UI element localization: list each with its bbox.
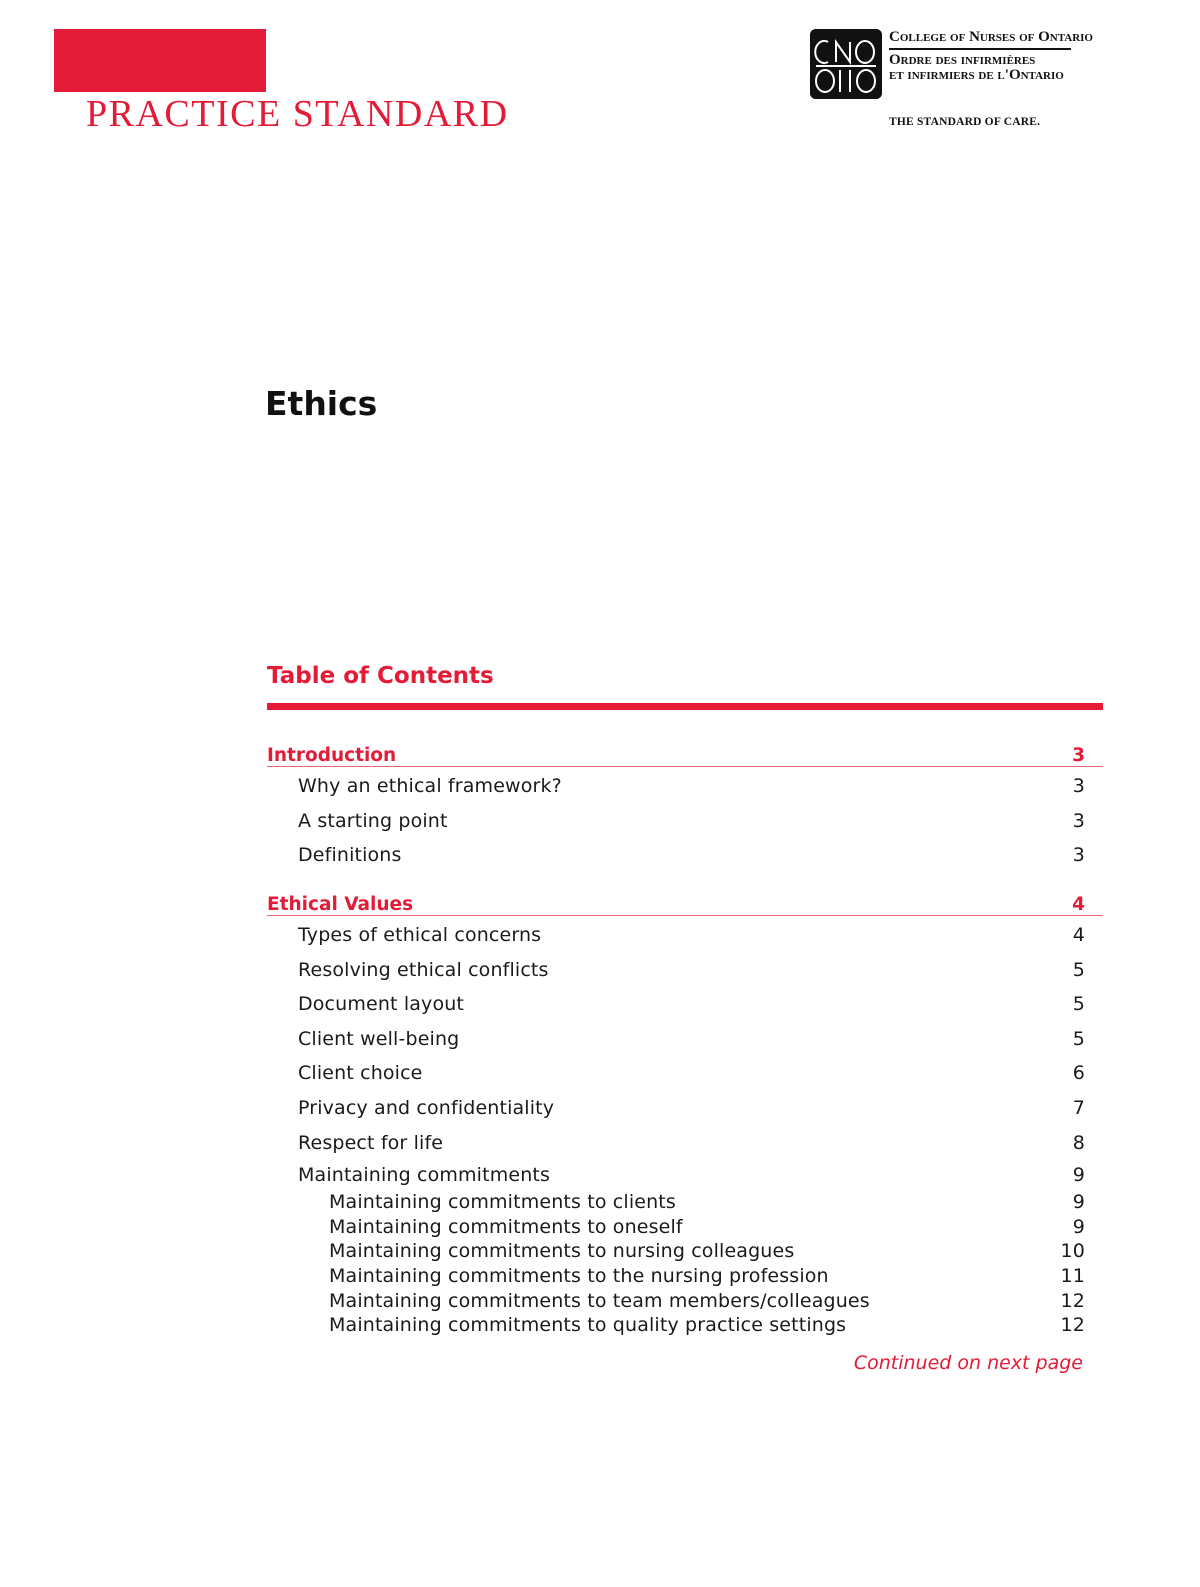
toc-entry-page: 9 [1072,1163,1085,1186]
header-red-bar [54,29,266,92]
toc-entry[interactable] [267,987,1103,1022]
toc-subentry-title: Maintaining commitments to team members/colleagues [329,1289,870,1312]
toc-entry-title: Types of ethical concerns [298,924,542,947]
org-name-divider [889,48,1071,50]
document-type-label: PRACTICE STANDARD [86,93,509,135]
toc-entry-page: 5 [1072,1027,1085,1050]
toc-section-heading[interactable] [267,887,1103,916]
cno-monogram-icon [810,29,882,99]
toc-entry-title: Client well-being [298,1027,460,1050]
toc-subentry-page: 11 [1060,1265,1085,1288]
org-name-english: College of Nurses of Ontario [889,29,1093,45]
toc-entry[interactable] [267,838,1103,873]
toc-entry-title: Privacy and confidentiality [298,1097,555,1120]
toc-entry[interactable] [267,918,1103,953]
continued-note: Continued on next page [853,1352,1083,1374]
toc-section-title: Introduction [267,745,397,766]
toc-section-ethical-values [267,887,1103,1338]
org-name-french-line2: et infirmiers de l'Ontario [889,67,1064,83]
toc-entry-title: Maintaining commitments [298,1163,551,1186]
toc-entry[interactable] [267,1091,1103,1126]
toc-entry-page: 3 [1072,809,1085,832]
toc-section-heading[interactable] [267,738,1103,767]
toc-entry[interactable] [267,1056,1103,1091]
toc-subentry-title: Maintaining commitments to nursing colleagues [329,1240,795,1263]
toc-entry[interactable] [267,1022,1103,1057]
toc-entry-page: 4 [1072,924,1085,947]
toc-subentry-page: 9 [1072,1191,1085,1214]
toc-entry-page: 5 [1072,993,1085,1016]
org-name-french-line1: Ordre des infirmières [889,52,1036,68]
toc-section-title: Ethical Values [267,893,414,915]
toc-entry[interactable] [267,1160,1103,1190]
organization-name [889,30,1093,83]
org-tagline: THE STANDARD OF CARE. [889,116,1041,128]
cno-logo [810,29,882,99]
toc-entry[interactable] [267,804,1103,839]
toc-subentry-title: Maintaining commitments to the nursing profession [329,1265,829,1288]
toc-subentry[interactable] [267,1190,1103,1215]
toc-entry-page: 5 [1072,958,1085,981]
toc-section-introduction [267,738,1103,873]
toc-entry-page: 3 [1072,844,1085,867]
toc-subentry[interactable] [267,1239,1103,1264]
toc-entry-page: 3 [1072,775,1085,798]
toc-subentry-page: 10 [1060,1240,1085,1263]
toc-subentry[interactable] [267,1313,1103,1338]
toc-entry[interactable] [267,952,1103,987]
toc-subentry-page: 9 [1072,1215,1085,1238]
toc-section-page: 3 [1072,745,1085,766]
toc-subentry-title: Maintaining commitments to quality practice settings [329,1314,847,1337]
toc-entry[interactable] [267,1125,1103,1160]
table-of-contents [267,660,1103,1338]
toc-entry-title: Why an ethical framework? [298,775,562,798]
toc-entry-title: Document layout [298,993,465,1016]
toc-subentry-page: 12 [1060,1289,1085,1312]
toc-entry-title: Client choice [298,1062,423,1085]
toc-entry-page: 7 [1072,1097,1085,1120]
page-title: Ethics [265,384,378,423]
toc-subentry-title: Maintaining commitments to clients [329,1191,676,1214]
toc-entry-title: Resolving ethical conflicts [298,958,549,981]
toc-subentry[interactable] [267,1264,1103,1289]
toc-entry-title: Definitions [298,844,402,867]
toc-section-page: 4 [1072,893,1085,915]
toc-entry-page: 6 [1072,1062,1085,1085]
toc-entry-title: A starting point [298,809,448,832]
toc-heading-rule [267,703,1103,710]
toc-subentry[interactable] [267,1215,1103,1240]
toc-subentry-title: Maintaining commitments to oneself [329,1215,683,1238]
toc-subentry-page: 12 [1060,1314,1085,1337]
toc-subentry[interactable] [267,1288,1103,1313]
toc-entry-title: Respect for life [298,1131,444,1154]
toc-entry[interactable] [267,769,1103,804]
toc-entry-page: 8 [1072,1131,1085,1154]
toc-heading: Table of Contents [267,663,494,689]
